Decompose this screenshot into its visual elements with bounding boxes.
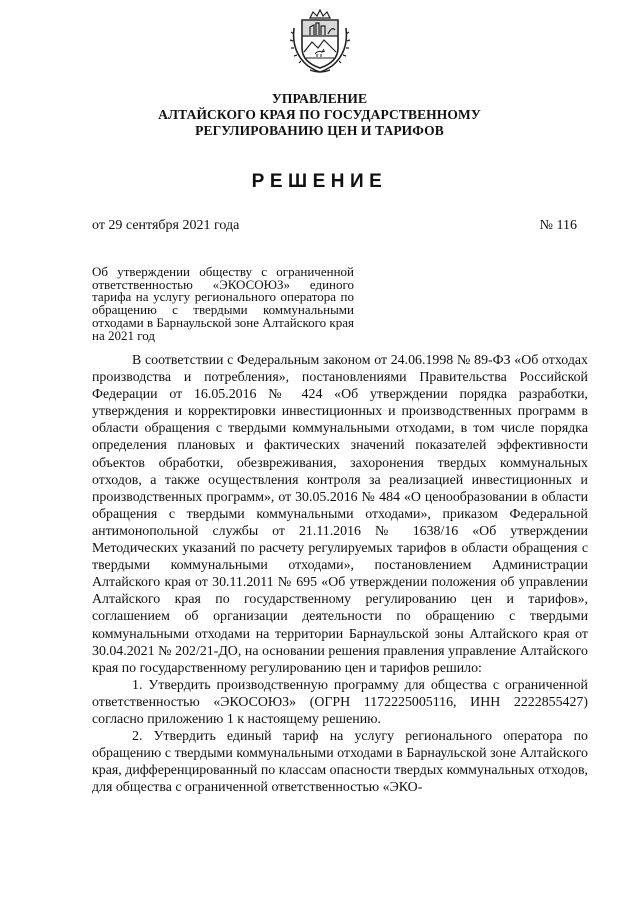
coat-of-arms-icon: [288, 8, 352, 76]
document-subject: Об утверждении обществу с ограниченной ответственностью «ЭКОСОЮЗ» единого тарифа на услугу регионального оператора по обращению с твердыми коммунальными отходами в Барнаульской зоне Алтайского края на 2021 год: [92, 264, 354, 343]
body-paragraph-item-1: 1. Утвердить производственную программу для общества с ограниченной ответственностью «ЭКОСОЮЗ» (ОГРН 1172225005116, ИНН 2222855427) согласно приложению 1 к настоящему решению.: [92, 677, 588, 727]
issuing-authority: [0, 91, 639, 139]
authority-line-1: УПРАВЛЕНИЕ: [271, 91, 368, 106]
authority-line-2: АЛТАЙСКОГО КРАЯ ПО ГОСУДАРСТВЕННОМУ: [158, 107, 481, 122]
document-number: № 116: [539, 218, 577, 233]
body-paragraph-preamble: В соответствии с Федеральным законом от 24.06.1998 № 89-ФЗ «Об отходах производства и потребления», постановлениями Правительства Российской Федерации от 16.05.2016 № 424 «Об утверждении порядка разработки, утверждения и корректировки инвестиционных и производственных программ в области обращения с твердыми коммунальными отходами, в том числе порядка определения плановых и фактических значений показателей эффективности объектов обработки, обезвреживания, захоронения твердых коммунальных отходов, а также осуществления контроля за реализацией инвестиционных и производственных программ», от 30.05.2016 № 484 «О ценообразовании в области обращения с твердыми коммунальными отходами», приказом Федеральной антимонопольной службы от 21.11.2016 № 1638/16 «Об утверждении Методических указаний по расчету регулируемых тарифов в области обращения с твердыми коммунальными отходами», постановлением Администрации Алтайского края от 30.11.2011 № 695 «Об утверждении положения об управлении Алтайского края по государственному регулированию цен и тарифов», соглашением об организации деятельности по обращению с твердыми коммунальными отходами на территории Барнаульской зоны Алтайского края от 30.04.2021 № 202/21-ДО, на основании решения правления управление Алтайского края по государственному регулированию цен и тарифов решило:: [92, 353, 588, 676]
document-date: от 29 сентября 2021 года: [92, 218, 240, 233]
document-body: [92, 352, 588, 796]
authority-line-3: РЕГУЛИРОВАНИЮ ЦЕН И ТАРИФОВ: [195, 123, 444, 138]
body-paragraph-item-2: 2. Утвердить единый тариф на услугу регионального оператора по обращению с твердыми коммунальными отходами в Барнаульской зоне Алтайского края, дифференцированный по классам опасности твердых коммунальных отходов, для общества с ограниченной ответственностью «ЭКО-: [92, 729, 588, 796]
document-title: РЕШЕНИЕ: [251, 171, 388, 192]
